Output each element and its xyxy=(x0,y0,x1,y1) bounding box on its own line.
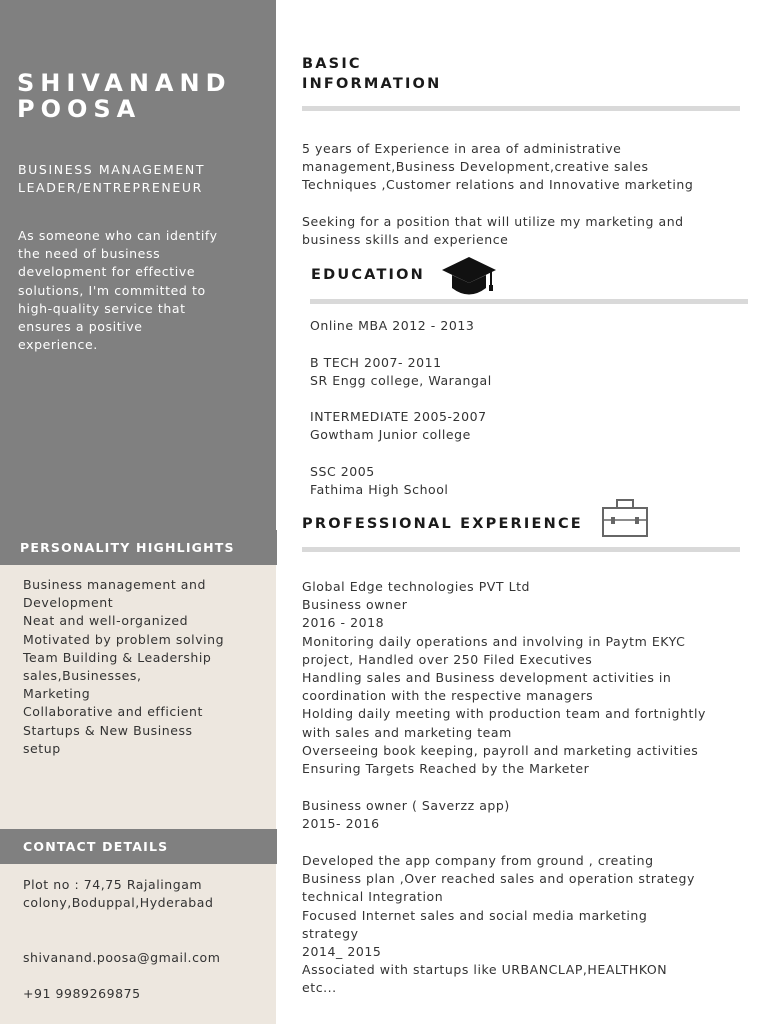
contact-details-heading: CONTACT DETAILS xyxy=(0,829,277,864)
education-entry: INTERMEDIATE 2005-2007 Gowtham Junior college xyxy=(310,409,487,443)
objective-paragraph: Seeking for a position that will utilize my marketing and business skills and experience xyxy=(302,214,684,248)
experience-entry: Developed the app company from ground , creating Business plan ,Over reached sales and operation strategy technical Integration Focused Internet sales and social media marketing strategy 2014_ 2015 Associated with startups like URBANCLAP,HEALTHKON etc... xyxy=(302,853,695,996)
education-entry: SSC 2005 Fathima High School xyxy=(310,464,449,498)
basic-heading-line-1: BASIC xyxy=(302,56,362,72)
professional-experience-heading: PROFESSIONAL EXPERIENCE xyxy=(302,516,583,532)
graduation-cap-icon xyxy=(441,255,497,299)
contact-address: Plot no : 74,75 Rajalingam colony,Boduppal,Hyderabad xyxy=(23,877,214,911)
education-entry: Online MBA 2012 - 2013 xyxy=(310,318,475,333)
personality-highlights-list: Business management and Development Neat and well-organized Motivated by problem solving Team Building & Leadership sales,Businesses, Marketing Collaborative and efficient Startups & New Business setup xyxy=(23,577,225,756)
sidebar xyxy=(0,0,276,1024)
profile-summary: As someone who can identify the need of business development for effective solutions, I'm committed to high-quality service that ensures a positive experience. xyxy=(18,228,218,353)
briefcase-icon xyxy=(601,498,649,538)
personality-highlights-heading: PERSONALITY HIGHLIGHTS xyxy=(0,530,277,565)
education-heading: EDUCATION xyxy=(311,267,426,283)
section-divider xyxy=(302,106,740,111)
name-last: POOSA xyxy=(17,95,142,123)
basic-heading-line-2: INFORMATION xyxy=(302,76,442,92)
basic-information-heading xyxy=(302,54,602,94)
basic-info-paragraph: 5 years of Experience in area of administrative management,Business Development,creative sales Techniques ,Customer relations and Innovative marketing xyxy=(302,141,694,193)
section-divider xyxy=(302,547,740,552)
contact-phone[interactable]: +91 9989269875 xyxy=(23,986,141,1001)
contact-email[interactable]: shivanand.poosa@gmail.com xyxy=(23,950,221,965)
candidate-role xyxy=(18,161,268,197)
role-line-1: BUSINESS MANAGEMENT xyxy=(18,162,206,177)
role-line-2: LEADER/ENTREPRENEUR xyxy=(18,180,203,195)
experience-entry: Global Edge technologies PVT Ltd Business owner 2016 - 2018 Monitoring daily operations and involving in Paytm EKYC project, Handled over 250 Filed Executives Handling sales and Business development activities in coordination with the respective managers Holding daily meeting with production team and fortnightly with sales and marketing team Overseeing book keeping, payroll and marketing activities Ensuring Targets Reached by the Marketer xyxy=(302,579,706,777)
education-entry: B TECH 2007- 2011 SR Engg college, Warangal xyxy=(310,355,492,389)
experience-entry: Business owner ( Saverzz app) 2015- 2016 xyxy=(302,798,510,832)
section-divider xyxy=(310,299,748,304)
name-first: SHIVANAND xyxy=(17,69,232,97)
sidebar-diagonal-shape xyxy=(0,360,276,532)
candidate-name xyxy=(17,70,267,122)
